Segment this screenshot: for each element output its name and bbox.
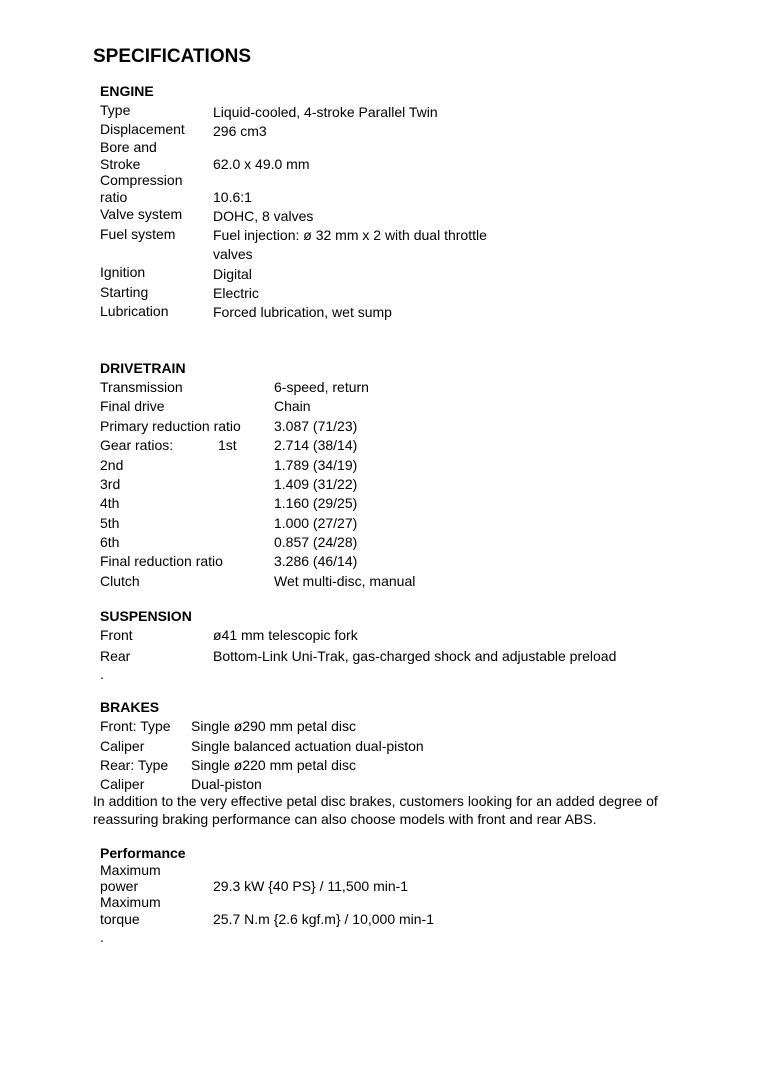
gear-3-label: 3rd [100,476,121,492]
engine-displacement-label: Displacement [100,121,185,137]
primary-reduction-label: Primary reduction ratio [100,418,241,434]
transmission-label: Transmission [100,379,183,395]
max-torque-label-2: torque [100,911,140,927]
engine-fuel-label: Fuel system [100,226,176,242]
engine-lubrication-label: Lubrication [100,303,169,319]
engine-bore-label-2: Stroke [100,156,141,172]
engine-compression-label-1: Compression [100,172,183,188]
engine-valve-value: DOHC, 8 valves [213,208,314,224]
engine-ignition-label: Ignition [100,264,146,280]
max-power-value: 29.3 kW {40 PS} / 11,500 min-1 [213,878,409,894]
engine-heading: ENGINE [100,83,154,99]
gear-3-value: 1.409 (31/22) [274,476,358,492]
engine-ignition-value: Digital [213,266,252,282]
engine-starting-value: Electric [213,285,259,301]
suspension-dot: . [100,666,104,682]
suspension-heading: SUSPENSION [100,608,192,624]
brakes-front-type-label: Front: Type [100,718,171,734]
brakes-caliper-2-label: Caliper [100,776,145,792]
transmission-value: 6-speed, return [274,379,369,395]
gear-ratios-label: Gear ratios: [100,437,174,453]
brakes-caliper-1-label: Caliper [100,738,145,754]
gear-2-label: 2nd [100,457,124,473]
final-reduction-value: 3.286 (46/14) [274,553,358,569]
brakes-caliper-1-value: Single balanced actuation dual-piston [191,738,424,754]
gear-5-label: 5th [100,515,120,531]
max-torque-value: 25.7 N.m {2.6 kgf.m} / 10,000 min-1 [213,911,435,927]
max-torque-label-1: Maximum [100,894,161,910]
performance-dot: . [100,929,104,945]
engine-valve-label: Valve system [100,206,183,222]
engine-fuel-value-1: Fuel injection: ø 32 mm x 2 with dual throttle [213,227,487,243]
engine-type-value: Liquid-cooled, 4-stroke Parallel Twin [213,104,438,120]
engine-displacement-value: 296 cm3 [213,123,267,139]
final-drive-label: Final drive [100,398,165,414]
engine-fuel-value-2: valves [213,246,253,262]
gear-5-value: 1.000 (27/27) [274,515,358,531]
final-reduction-label: Final reduction ratio [100,553,223,569]
brakes-note-line-1: In addition to the very effective petal disc brakes, customers looking for an added degree of [93,793,658,809]
engine-bore-value: 62.0 x 49.0 mm [213,156,310,172]
suspension-front-value: ø41 mm telescopic fork [213,627,358,643]
engine-starting-label: Starting [100,284,149,300]
brakes-rear-type-value: Single ø220 mm petal disc [191,757,356,773]
brakes-front-type-value: Single ø290 mm petal disc [191,718,356,734]
gear-4-label: 4th [100,495,120,511]
max-power-label-2: power [100,878,139,894]
gear-4-value: 1.160 (29/25) [274,495,358,511]
brakes-note-line-2: reassuring braking performance can also choose models with front and rear ABS. [93,811,597,827]
gear-6-value: 0.857 (24/28) [274,534,358,550]
gear-2-value: 1.789 (34/19) [274,457,358,473]
final-drive-value: Chain [274,398,311,414]
clutch-label: Clutch [100,573,140,589]
page-title: SPECIFICATIONS [93,46,251,67]
suspension-rear-value: Bottom-Link Uni-Trak, gas-charged shock and adjustable preload [213,648,617,664]
brakes-caliper-2-value: Dual-piston [191,776,262,792]
drivetrain-heading: DRIVETRAIN [100,360,186,376]
gear-1-label: 1st [218,437,237,453]
engine-compression-label-2: ratio [100,189,128,205]
brakes-heading: BRAKES [100,699,160,715]
gear-6-label: 6th [100,534,120,550]
engine-lubrication-value: Forced lubrication, wet sump [213,304,392,320]
max-power-label-1: Maximum [100,862,161,878]
suspension-rear-label: Rear [100,648,131,664]
primary-reduction-value: 3.087 (71/23) [274,418,358,434]
gear-1-value: 2.714 (38/14) [274,437,358,453]
engine-compression-value: 10.6:1 [213,189,252,205]
clutch-value: Wet multi-disc, manual [274,573,416,589]
engine-type-label: Type [100,102,131,118]
suspension-front-label: Front [100,627,133,643]
engine-bore-label-1: Bore and [100,139,157,155]
performance-heading: Performance [100,845,186,861]
brakes-rear-type-label: Rear: Type [100,757,169,773]
